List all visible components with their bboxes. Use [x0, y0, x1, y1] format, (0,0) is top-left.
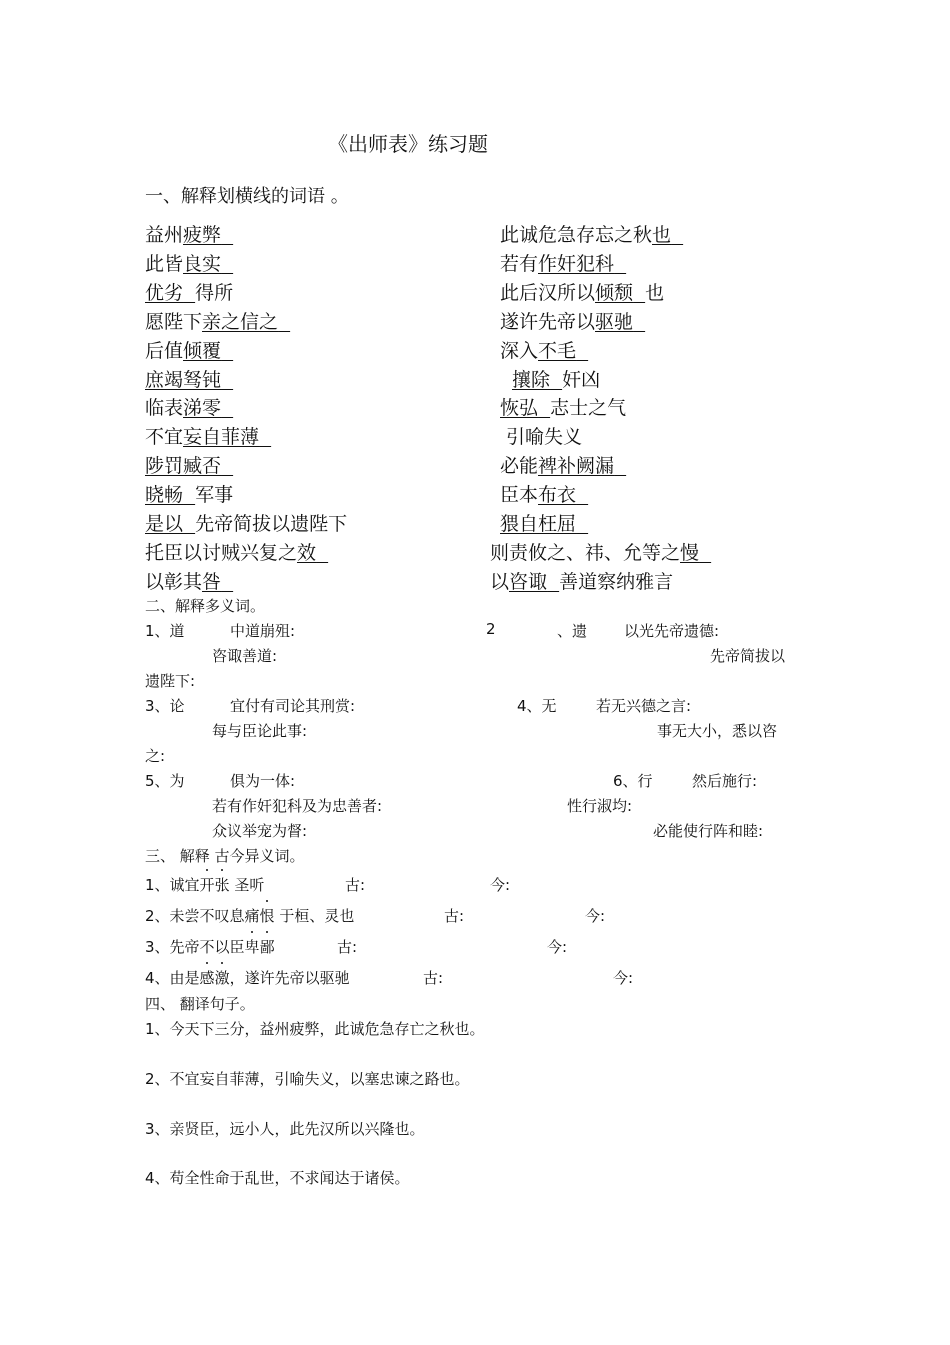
s2-q4-b-cont: 之: [145, 747, 166, 765]
vocab-right-9 [500, 451, 626, 478]
plain-text: 也 [645, 281, 665, 304]
underlined-term: 陟罚臧否 [145, 455, 222, 478]
s2-q5-c: 众议举宠为督: [212, 822, 308, 840]
blank-line [221, 397, 233, 419]
blank-line [221, 369, 233, 391]
vocab-right-8 [506, 422, 582, 449]
s3-post: 圣听 [229, 876, 265, 894]
plain-text: 托臣以讨贼兴复之 [145, 541, 298, 564]
s3-pre: 1、诚宜 [145, 876, 200, 894]
underlined-term: 优劣 [145, 281, 184, 304]
s3-pre: 2、未尝不叹息痛 [145, 907, 260, 925]
underlined-term: 亲之信之 [202, 310, 279, 333]
vocab-right-3 [500, 278, 664, 305]
blank-line [259, 426, 271, 448]
s2-q6-c: 必能使行阵和睦: [653, 822, 764, 840]
plain-text: 得所 [195, 281, 234, 304]
s4-item-1: 1、今天下三分，益州疲弊，此诚危急存亡之秋也。 [145, 1020, 485, 1038]
underlined-term: 慢 [680, 541, 700, 564]
plain-text: 此后汉所以 [500, 281, 596, 304]
s4-item-4: 4、苟全性命于乱世，不求闻达于诸侯。 [145, 1169, 410, 1187]
plain-text: 深入 [500, 339, 539, 362]
vocab-left-1 [145, 220, 233, 247]
underlined-term: 效 [297, 541, 317, 564]
s3-dotted-term [245, 938, 275, 956]
vocab-left-7 [145, 393, 233, 420]
plain-text: 善道察纳雅言 [559, 570, 674, 593]
vocab-left-9 [145, 451, 233, 478]
underlined-term: 攘除 [512, 368, 551, 391]
s3-item-4 [145, 967, 350, 988]
underlined-term: 作奸犯科 [538, 252, 615, 275]
vocab-right-12 [490, 538, 711, 565]
underlined-term: 良实 [183, 252, 222, 275]
dotted-char: 鄙 [259, 938, 275, 956]
s3-jin-label: 今: [613, 969, 634, 987]
s3-jin-label: 今: [490, 876, 511, 894]
blank-line [671, 224, 683, 246]
underlined-term: 也 [652, 224, 672, 246]
s3-gu-label: 古: [345, 876, 366, 894]
vocab-right-11 [500, 509, 588, 536]
blank-line [576, 484, 588, 506]
vocab-left-10 [145, 480, 233, 507]
blank-line [221, 571, 233, 593]
plain-text: 愿陛下 [145, 310, 203, 333]
plain-text: 遂许先帝以 [500, 310, 596, 333]
s2-q1-b: 咨诹善道: [212, 647, 278, 665]
s3-post: ，遂许先帝以驱驰 [229, 969, 350, 987]
s2-q5-a: 俱为一体: [230, 772, 296, 790]
underlined-term: 倾颓 [595, 281, 634, 304]
s2-q3-a: 宜付有司论其刑赏: [230, 697, 356, 715]
vocab-left-13 [145, 567, 233, 594]
blank-line [547, 571, 559, 593]
s2-q6-b: 性行淑均: [567, 797, 633, 815]
underlined-term: 倾覆 [183, 339, 222, 362]
page-title: 《出师表》练习题 [328, 132, 488, 156]
s2-q1-label: 1、道 [145, 622, 185, 640]
blank-line [278, 311, 290, 333]
s3-item-3 [145, 936, 275, 957]
s2-q3-label: 3、论 [145, 697, 185, 715]
blank-line [633, 282, 645, 304]
section2-heading: 二、解释多义词。 [145, 597, 266, 615]
underlined-term: 咎 [202, 570, 222, 593]
plain-text: 先帝简拔以遗陛下 [195, 513, 348, 535]
s3-jin-label: 今: [547, 938, 568, 956]
vocab-right-1 [500, 220, 683, 247]
s2-q2-a: 以光先帝遗德: [624, 622, 720, 640]
underlined-term: 驱驰 [595, 310, 634, 333]
s3-jin-label: 今: [585, 907, 606, 925]
underlined-term: 是以 [145, 513, 184, 535]
vocab-right-13 [490, 567, 673, 594]
s2-q4-a: 若无兴德之言: [596, 697, 692, 715]
vocab-left-12 [145, 538, 328, 565]
plain-text: 必能 [500, 455, 539, 478]
blank-line [183, 282, 195, 304]
s3-gu-label: 古: [423, 969, 444, 987]
underlined-term: 晓畅 [145, 484, 184, 507]
blank-line [221, 224, 233, 246]
vocab-left-3 [145, 278, 233, 305]
underlined-term: 裨补阙漏 [538, 455, 615, 478]
s2-q2-num: 2 [486, 620, 496, 638]
s2-q6-label: 6、行 [613, 772, 653, 790]
plain-text: 临表 [145, 397, 184, 420]
s2-q3-b: 每与臣论此事: [212, 722, 308, 740]
s4-item-2: 2、不宜妄自菲薄，引喻失义，以塞忠谏之路也。 [145, 1070, 470, 1088]
s2-q2-b: 先帝简拔以 [710, 647, 786, 665]
s3-gu-label: 古: [337, 938, 358, 956]
plain-text: 不宜 [145, 426, 184, 449]
vocab-right-4 [500, 307, 645, 334]
s3-post: 于桓、灵也 [274, 907, 355, 925]
underlined-term: 咨诹 [509, 570, 548, 593]
blank-line [183, 513, 195, 535]
dotted-char: 感 [199, 969, 215, 987]
underlined-term: 庶竭驽钝 [145, 368, 222, 391]
plain-text: 奸凶 [562, 368, 601, 391]
vocab-left-6 [145, 365, 233, 392]
plain-text: 志士之气 [550, 397, 627, 420]
blank-line [183, 484, 195, 506]
plain-text: 此诚危急存忘之秋 [500, 224, 653, 246]
s2-q6-a: 然后施行: [692, 772, 758, 790]
s2-q5-label: 5、为 [145, 772, 185, 790]
dotted-char: 张 [214, 876, 230, 894]
plain-text: 军事 [195, 484, 234, 507]
vocab-left-4 [145, 307, 290, 334]
underlined-term: 妄自菲薄 [183, 426, 260, 449]
plain-text: 以彰其 [145, 570, 203, 593]
s2-q2-label: 、遗 [557, 622, 588, 640]
s3-gu-label: 古: [444, 907, 465, 925]
section3-heading: 三、 解释 古今异义词。 [145, 847, 305, 865]
vocab-left-8 [145, 422, 271, 449]
s3-pre: 4、由是 [145, 969, 200, 987]
s2-q1-a: 中道崩殂: [230, 622, 296, 640]
s2-q4-b: 事无大小，悉以咨 [657, 722, 778, 740]
plain-text: 后值 [145, 339, 184, 362]
vocab-left-11 [145, 509, 347, 536]
s3-item-2 [145, 905, 354, 926]
vocab-right-7 [500, 393, 626, 420]
s3-dotted-term [200, 876, 230, 894]
dotted-char: 开 [199, 876, 215, 894]
vocab-right-5 [500, 336, 588, 363]
blank-line [576, 513, 588, 535]
section1-heading: 一、解释划横线的词语 。 [145, 186, 349, 207]
blank-line [550, 369, 562, 391]
plain-text: 引喻失义 [506, 426, 583, 449]
s3-dotted-term [200, 969, 230, 987]
blank-line [633, 311, 645, 333]
underlined-term: 不毛 [538, 339, 577, 362]
s2-q4-label: 4、无 [517, 697, 557, 715]
underlined-term: 涕零 [183, 397, 222, 420]
underlined-term: 恢弘 [500, 397, 539, 420]
blank-line [316, 542, 328, 564]
plain-text: 若有 [500, 252, 539, 275]
blank-line [614, 253, 626, 275]
underlined-term: 布衣 [538, 484, 577, 507]
plain-text: 此皆 [145, 252, 184, 275]
blank-line [576, 340, 588, 362]
s3-item-1 [145, 874, 264, 895]
dotted-char: 卑 [244, 938, 260, 956]
s2-q5-b: 若有作奸犯科及为忠善者: [212, 797, 383, 815]
blank-line [699, 542, 711, 564]
vocab-right-2 [500, 249, 626, 276]
vocab-left-2 [145, 249, 233, 276]
s3-pre: 3、先帝不以臣 [145, 938, 245, 956]
dotted-char: 激 [214, 969, 230, 987]
blank-line [614, 455, 626, 477]
blank-line [538, 397, 550, 419]
s4-item-3: 3、亲贤臣，远小人，此先汉所以兴隆也。 [145, 1120, 425, 1138]
plain-text: 益州 [145, 224, 184, 246]
s2-q2-b-cont: 遗陛下: [145, 672, 196, 690]
plain-text: 臣本 [500, 484, 539, 507]
underlined-term: 猥自枉屈 [500, 513, 577, 535]
blank-line [221, 340, 233, 362]
s3-dotted-term [260, 907, 275, 925]
blank-line [221, 455, 233, 477]
vocab-right-10 [500, 480, 588, 507]
vocab-left-5 [145, 336, 233, 363]
plain-text: 则责攸之、祎、允等之 [490, 541, 681, 564]
blank-line [221, 253, 233, 275]
vocab-right-6 [512, 365, 600, 392]
dotted-char: 恨 [259, 907, 275, 925]
plain-text: 以 [490, 570, 510, 593]
section4-heading: 四、 翻译句子。 [145, 995, 255, 1013]
underlined-term: 疲弊 [183, 224, 222, 246]
